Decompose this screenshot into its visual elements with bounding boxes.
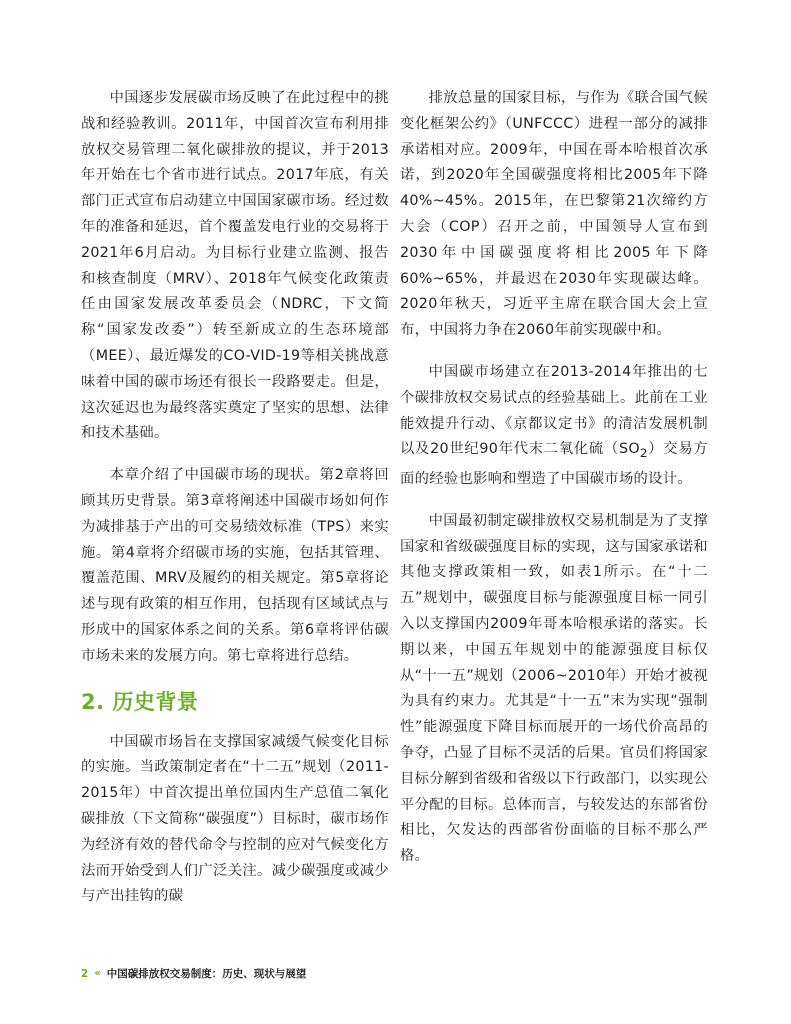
paragraph-text: ）交易方面的经验也影响和塑造了中国碳市场的设计。 (400, 441, 708, 488)
body-paragraph (400, 360, 708, 493)
footer-separator: « (94, 968, 101, 979)
body-paragraph: 中国逐步发展碳市场反映了在此过程中的挑战和经验教训。2011年，中国首次宣布利用排放权交易管理二氧化碳排放的提议，并于2013年开始在七个省市进行试点。2017年底，有关部门正式宣布启动建立中国国家碳市场。经过数年的准备和延迟，首个覆盖发电行业的交易将于2021年6月启动。为目标行业建立监测、报告和核查制度（MRV）、2018年气候变化政策责任由国家发展改革委员会（NDRC，下文简称“国家发改委”）转至新成立的生态环境部（MEE）、最近爆发的CO-VID-19等相关挑战意味着中国的碳市场还有很长一段路要走。但是，这次延迟也为最终落实奠定了坚实的思想、法律和技术基础。 (81, 90, 389, 442)
section-heading: 2. 历史背景 (81, 689, 199, 714)
body-paragraph: 本章介绍了中国碳市场的现状。第2章将回顾其历史背景。第3章将阐述中国碳市场如何作为减排基于产出的可交易绩效标准（TPS）来实施。第4章将介绍碳市场的实施，包括其管理、覆盖范围、MRV及履约的相关规定。第5章将论述与现有政策的相互作用，包括现有区域试点与形成中的国家体系之间的关系。第6章将评估碳市场未来的发展方向。第七章将进行总结。 (81, 467, 389, 664)
left-column (81, 86, 389, 926)
body-paragraph: 中国最初制定碳排放权交易机制是为了支撑国家和省级碳强度目标的实现，这与国家承诺和其他支撑政策相一致，如表1所示。在“十二五”规划中，碳强度目标与能源强度目标一同引入以支撑国内2009年哥本哈根承诺的落实。长期以来，中国五年规划中的能源强度目标仅从“十一五”规划（2006~2010年）开始才被视为具有约束力。尤其是“十一五”末为实现“强制性”能源强度下降目标而展开的一场代价高昂的争夺，凸显了目标不灵活的后果。官员们将国家目标分解到省级和省级以下行政部门，以实现公平分配的目标。总体而言，与较发达的东部省份相比，欠发达的西部省份面临的目标不那么严格。 (400, 512, 708, 865)
page-footer (81, 966, 306, 981)
subscript-2: 2 (639, 446, 648, 461)
report-title: 中国碳排放权交易制度：历史、现状与展望 (106, 968, 307, 980)
page-number: 2 (81, 967, 89, 980)
paragraph-text: 中国碳市场建立在2013-2014年推出的七个碳排放权交易试点的经验基础上。此前在工业能效提升行动、《京都议定书》的清洁发展机制以及20世纪90年代末二氧化硫（SO (400, 363, 708, 458)
right-column (400, 86, 708, 886)
body-paragraph: 排放总量的国家目标，与作为《联合国气候变化框架公约》（UNFCCC）进程一部分的减排承诺相对应。2009年，中国在哥本哈根首次承诺，到2020年全国碳强度将相比2005年下降40%~45%。2015年，在巴黎第21次缔约方大会（COP）召开之前，中国领导人宣布到2030年中国碳强度将相比2005年下降60%~65%，并最迟在2030年实现碳达峰。2020年秋天，习近平主席在联合国大会上宣布，中国将力争在2060年前实现碳中和。 (400, 90, 708, 339)
body-paragraph: 中国碳市场旨在支撑国家减缓气候变化目标的实施。当政策制定者在“十二五”规划（2011-2015年）中首次提出单位国内生产总值二氧化碳排放（下文简称“碳强度”）目标时，碳市场作为经济有效的替代命令与控制的应对气候变化方法而开始受到人们广泛关注。减少碳强度或减少与产出挂钩的碳 (81, 733, 389, 905)
